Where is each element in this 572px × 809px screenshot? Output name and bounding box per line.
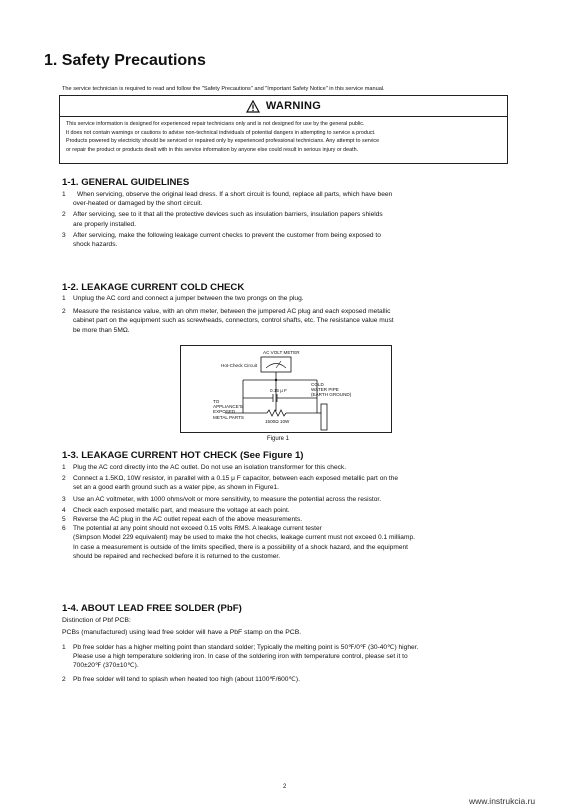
- section-heading-general-guidelines: 1-1. GENERAL GUIDELINES: [62, 177, 190, 188]
- cold-check-list: [62, 294, 512, 335]
- list-item: 3 After servicing, make the following leakage current checks to prevent the customer from being exposed to shock hazards.: [62, 231, 381, 249]
- list-item: 2 Connect a 1.5KΩ, 10W resistor, in parallel with a 0.15 μ F capacitor, between each exposed metallic part on the set an a good earth ground such as a water pipe, as shown in Figure1.: [62, 475, 399, 492]
- warning-triangle-icon: [246, 100, 260, 113]
- pbf-stamp-text: PCBs (manufactured) using lead free solder will have a PbF stamp on the PCB.: [62, 629, 302, 636]
- warning-text: [60, 117, 507, 154]
- figure-1-diagram: [180, 345, 392, 433]
- capacitor-label: 0.15 μ F: [270, 388, 287, 393]
- warning-box: [59, 95, 508, 164]
- list-item: 2 After servicing, see to it that all the protective devices such as insulation barriers, insulation papers shields are properly installed.: [62, 211, 383, 228]
- pbf-distinction-label: Distinction of Pbf PCB:: [62, 617, 131, 624]
- appliance-label: TO APPLIANCE'S EXPOSED METAL PARTS: [213, 399, 244, 420]
- list-item: 1 Plug the AC cord directly into the AC outlet. Do not use an isolation transformer for this check.: [62, 464, 347, 471]
- hot-check-label: Hot-Check Circuit: [221, 363, 257, 368]
- resistor-label: 1500Ω 10W: [265, 419, 290, 424]
- warning-header: [60, 96, 507, 117]
- list-item: 2 Pb free solder will tend to splash when heated too high (about 1100℉/600℃).: [62, 675, 300, 683]
- list-item: 4 Check each exposed metallic part, and measure the voltage at each point.: [62, 506, 290, 514]
- list-item: 1 Pb free solder has a higher melting point than standard solder; Typically the melting point is 50℉/0℉ (30-40℃) higher. Please use a high temperature soldering iron. In case of the soldering iron with temperature control, please set it to 700±20℉ (370±10℃).: [62, 644, 419, 670]
- warning-heading: WARNING: [265, 100, 322, 112]
- hot-check-list: [62, 463, 512, 561]
- figure-caption: Figure 1: [267, 436, 290, 442]
- section-heading-hot-check: 1-3. LEAKAGE CURRENT HOT CHECK (See Figure 1): [62, 450, 304, 461]
- watermark: www.instrukcia.ru: [469, 796, 536, 806]
- lead-free-list: [62, 643, 512, 684]
- warning-line: It does not contain warnings or cautions to advise non-technical individuals of potential dangers in attempting to service a product.: [66, 129, 376, 136]
- section-heading-lead-free-solder: 1-4. ABOUT LEAD FREE SOLDER (PbF): [62, 603, 242, 614]
- cold-water-label: COLD WATER PIPE (EARTH GROUND): [311, 382, 352, 398]
- list-item: 3 Use an AC voltmeter, with 1000 ohms/volt or more sensitivity, to measure the potential across the resistor.: [62, 495, 382, 503]
- meter-label: AC VOLT METER: [263, 350, 300, 355]
- list-item: 1 Unplug the AC cord and connect a jumper between the two prongs on the plug.: [62, 295, 304, 302]
- page-title: 1. Safety Precautions: [44, 52, 206, 69]
- section-heading-cold-check: 1-2. LEAKAGE CURRENT COLD CHECK: [62, 282, 245, 293]
- warning-line: or repair the product or products dealt with in this service information by anyone else could result in serious injury or death.: [66, 146, 359, 153]
- general-guidelines-list: [62, 190, 512, 249]
- warning-line: This service information is designed for experienced repair technicians only and is not designed for use by the general public.: [66, 121, 365, 127]
- page-number: 2: [283, 784, 287, 790]
- intro-text: The service technician is required to read and follow the "Safety Precautions" and "Important Safety Notice" in this service manual.: [62, 86, 385, 92]
- warning-line: Products powered by electricity should be serviced or repaired only by experienced professional technicians. Any attempt to service: [66, 138, 380, 145]
- list-item: 2 Measure the resistance value, with an ohm meter, between the jumpered AC plug and each exposed metallic cabinet part on the equipment such as screwheads, connectors, control shafts, etc. The resistance value must be more than 5MΩ.: [62, 308, 394, 334]
- list-item: 6 The potential at any point should not exceed 0.15 volts RMS. A leakage current tester (Simpson Model 229 equivalent) may be used to make the hot checks, leakage current must not exceed 0.1 milliamp. In case a measurement is outside of the limits specified, there is a possibility of a shock hazard, and the equipment should be repaired and rechecked before it is returned to the customer.: [62, 525, 415, 560]
- list-item: 1 When servicing, observe the original lead dress. If a short circuit is found, replace all parts, which have been over-heated or damaged by the short circuit.: [62, 191, 393, 208]
- list-item: 5 Reverse the AC plug in the AC outlet repeat each of the above measurements.: [62, 516, 303, 524]
